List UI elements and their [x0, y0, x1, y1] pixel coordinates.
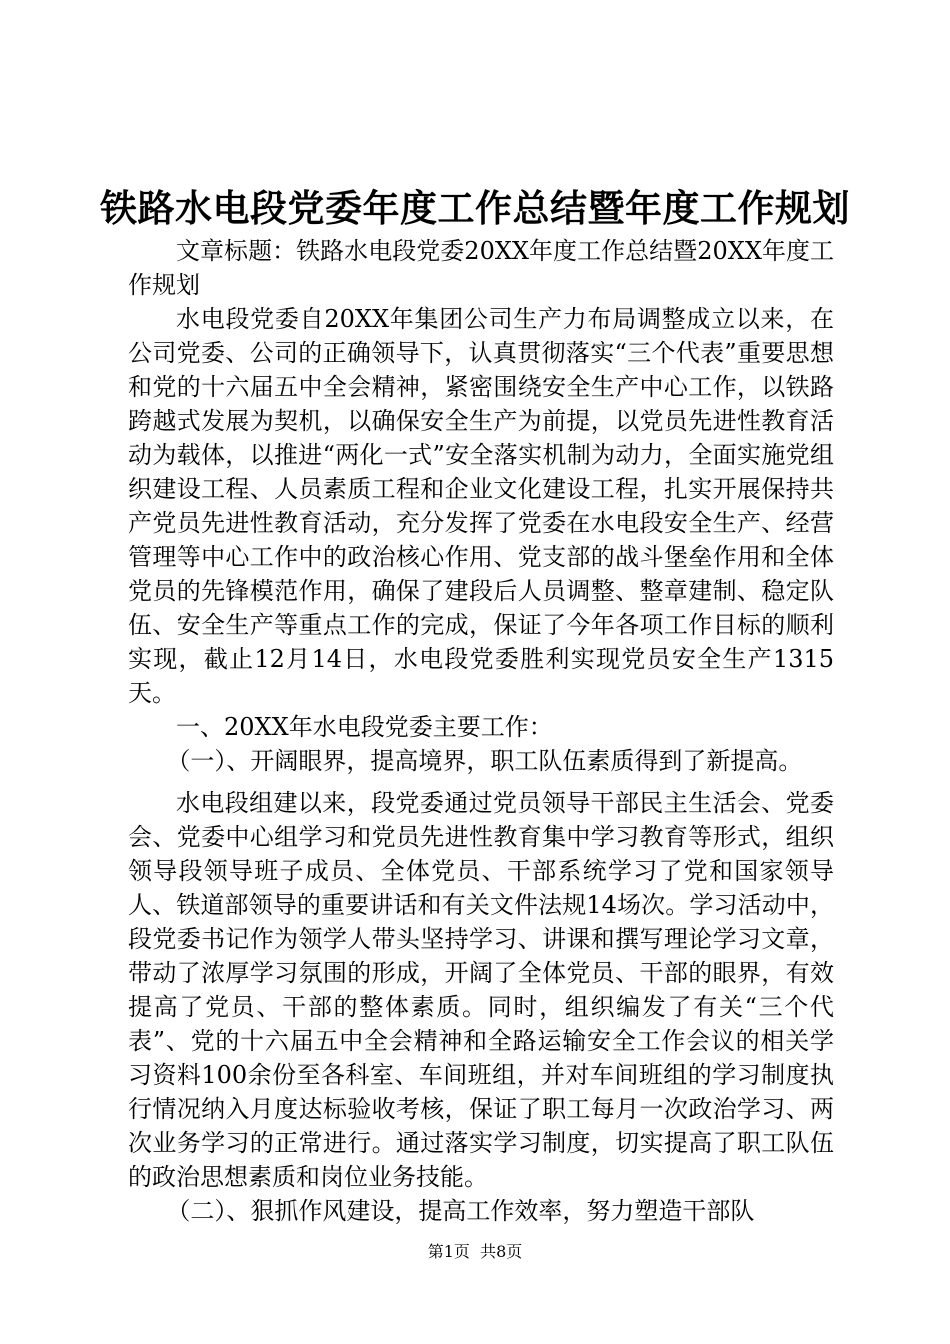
section-heading: 一、20XX年水电段党委主要工作：: [176, 713, 553, 741]
subsection-heading-2: （二）、狠抓作风建设，提高工作效率，努力塑造干部队: [166, 1197, 755, 1225]
page-footer: [0, 1240, 950, 1264]
page-number: 第1页 共8页: [427, 1242, 523, 1261]
subsection-heading-1: （一）、开阔眼界，提高境界，职工队伍素质得到了新提高。: [166, 747, 803, 775]
article-title-paragraph: 文章标题：铁路水电段党委20XX年度工作总结暨20XX年度工作规划: [128, 237, 834, 299]
intro-paragraph: 水电段党委自20XX年集团公司生产力布局调整成立以来，在公司党委、公司的正确领导下，认真贯彻落实“三个代表”重要思想和党的十六届五中全会精神，紧密围绕安全生产中心工作，以铁路跨越式发展为契机，以确保安全生产为前提，以党员先进性教育活动为载体，以推进“两化一式”安全落实机制为动力，全面实施党组织建设工程、人员素质工程和企业文化建设工程，扎实开展保持共产党员先进性教育活动，充分发挥了党委在水电段安全生产、经营管理等中心工作中的政治核心作用、党支部的战斗堡垒作用和全体党员的先锋模范作用，确保了建段后人员调整、整章建制、稳定队伍、安全生产等重点工作的完成，保证了今年各项工作目标的顺利实现，截止12月14日，水电段党委胜利实现党员安全生产1315天。: [128, 305, 834, 707]
body-paragraph: 水电段组建以来，段党委通过党员领导干部民主生活会、党委会、党委中心组学习和党员先进性教育集中学习教育等形式，组织领导段领导班子成员、全体党员、干部系统学习了党和国家领导人、铁道部领导的重要讲话和有关文件法规14场次。学习活动中，段党委书记作为领学人带头坚持学习、讲课和撰写理论学习文章，带动了浓厚学习氛围的形成，开阔了全体党员、干部的眼界，有效提高了党员、干部的整体素质。同时，组织编发了有关“三个代表”、党的十六届五中全会精神和全路运输安全工作会议的相关学习资料100余份至各科室、车间班组，并对车间班组的学习制度执行情况纳入月度达标验收考核，保证了职工每月一次政治学习、两次业务学习的正常进行。通过落实学习制度，切实提高了职工队伍的政治思想素质和岗位业务技能。: [128, 789, 834, 1191]
document-body: [128, 234, 834, 1236]
document-title: 铁路水电段党委年度工作总结暨年度工作规划: [100, 186, 850, 230]
